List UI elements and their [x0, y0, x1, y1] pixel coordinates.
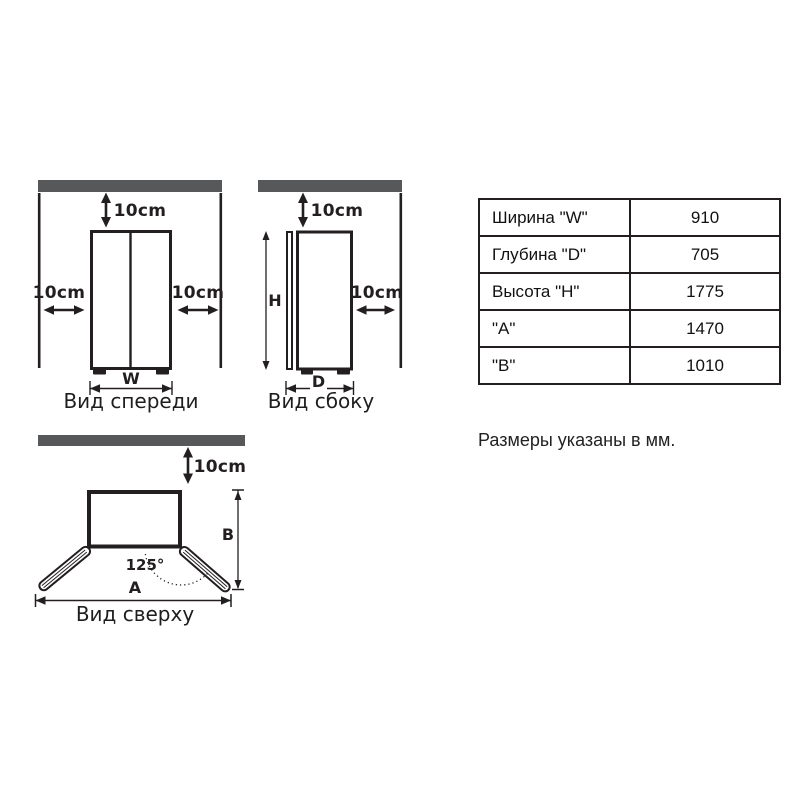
dimension-value: 1010: [630, 347, 780, 384]
dimension-name: Ширина "W": [479, 199, 630, 236]
fridge-foot-right: [156, 369, 169, 375]
dimension-name: "A": [479, 310, 630, 347]
door-angle-label: 125°: [125, 556, 165, 574]
side-view-caption: Вид сбоку: [267, 389, 375, 413]
dimension-name: Высота "H": [479, 273, 630, 310]
wall-bar: [38, 435, 245, 446]
top-clearance-arrow-icon: [183, 447, 193, 484]
left-clearance-arrow-icon: [44, 305, 85, 314]
side-right-clearance-label: 10cm: [350, 283, 404, 303]
right-clearance-arrow-icon: [178, 305, 219, 314]
b-dimension-label: B: [221, 525, 235, 544]
fridge-side-outline: [298, 232, 352, 369]
fridge-foot-right: [337, 369, 350, 375]
dimension-value: 1470: [630, 310, 780, 347]
front-left-clearance-label: 10cm: [32, 283, 86, 303]
depth-dimension-label: D: [311, 372, 326, 391]
dimension-value: 910: [630, 199, 780, 236]
a-dimension-label: A: [128, 578, 142, 597]
right-clearance-arrow-icon: [356, 305, 395, 314]
height-dimension-label: H: [268, 291, 282, 310]
front-top-clearance-label: 10cm: [113, 201, 167, 221]
top-clearance-arrow-icon: [298, 193, 308, 228]
left-door-open: [38, 545, 92, 592]
table-row: [479, 347, 780, 384]
dimensions-table: [478, 198, 781, 385]
wall-bar: [38, 180, 222, 192]
width-dimension-label: W: [122, 369, 140, 388]
front-right-clearance-label: 10cm: [171, 283, 225, 303]
fridge-door-side: [287, 232, 292, 369]
dimension-name: Глубина "D": [479, 236, 630, 273]
table-row: [479, 273, 780, 310]
dimension-name: "B": [479, 347, 630, 384]
top-clearance-label: 10cm: [193, 457, 247, 477]
front-view-caption: Вид спереди: [63, 389, 199, 413]
dimension-value: 705: [630, 236, 780, 273]
fridge-top-outline: [89, 492, 180, 547]
table-row: [479, 236, 780, 273]
right-door-open: [178, 545, 231, 593]
wall-bar: [258, 180, 402, 192]
side-top-clearance-label: 10cm: [310, 201, 364, 221]
fridge-foot-left: [93, 369, 106, 375]
front-view-diagram: [30, 170, 230, 420]
units-note: Размеры указаны в мм.: [478, 430, 676, 450]
dimension-value: 1775: [630, 273, 780, 310]
top-view-caption: Вид сверху: [75, 602, 195, 626]
side-view-diagram: [250, 170, 410, 420]
table-row: [479, 310, 780, 347]
top-view-diagram: [30, 425, 250, 630]
top-clearance-arrow-icon: [101, 193, 111, 228]
table-row: [479, 199, 780, 236]
